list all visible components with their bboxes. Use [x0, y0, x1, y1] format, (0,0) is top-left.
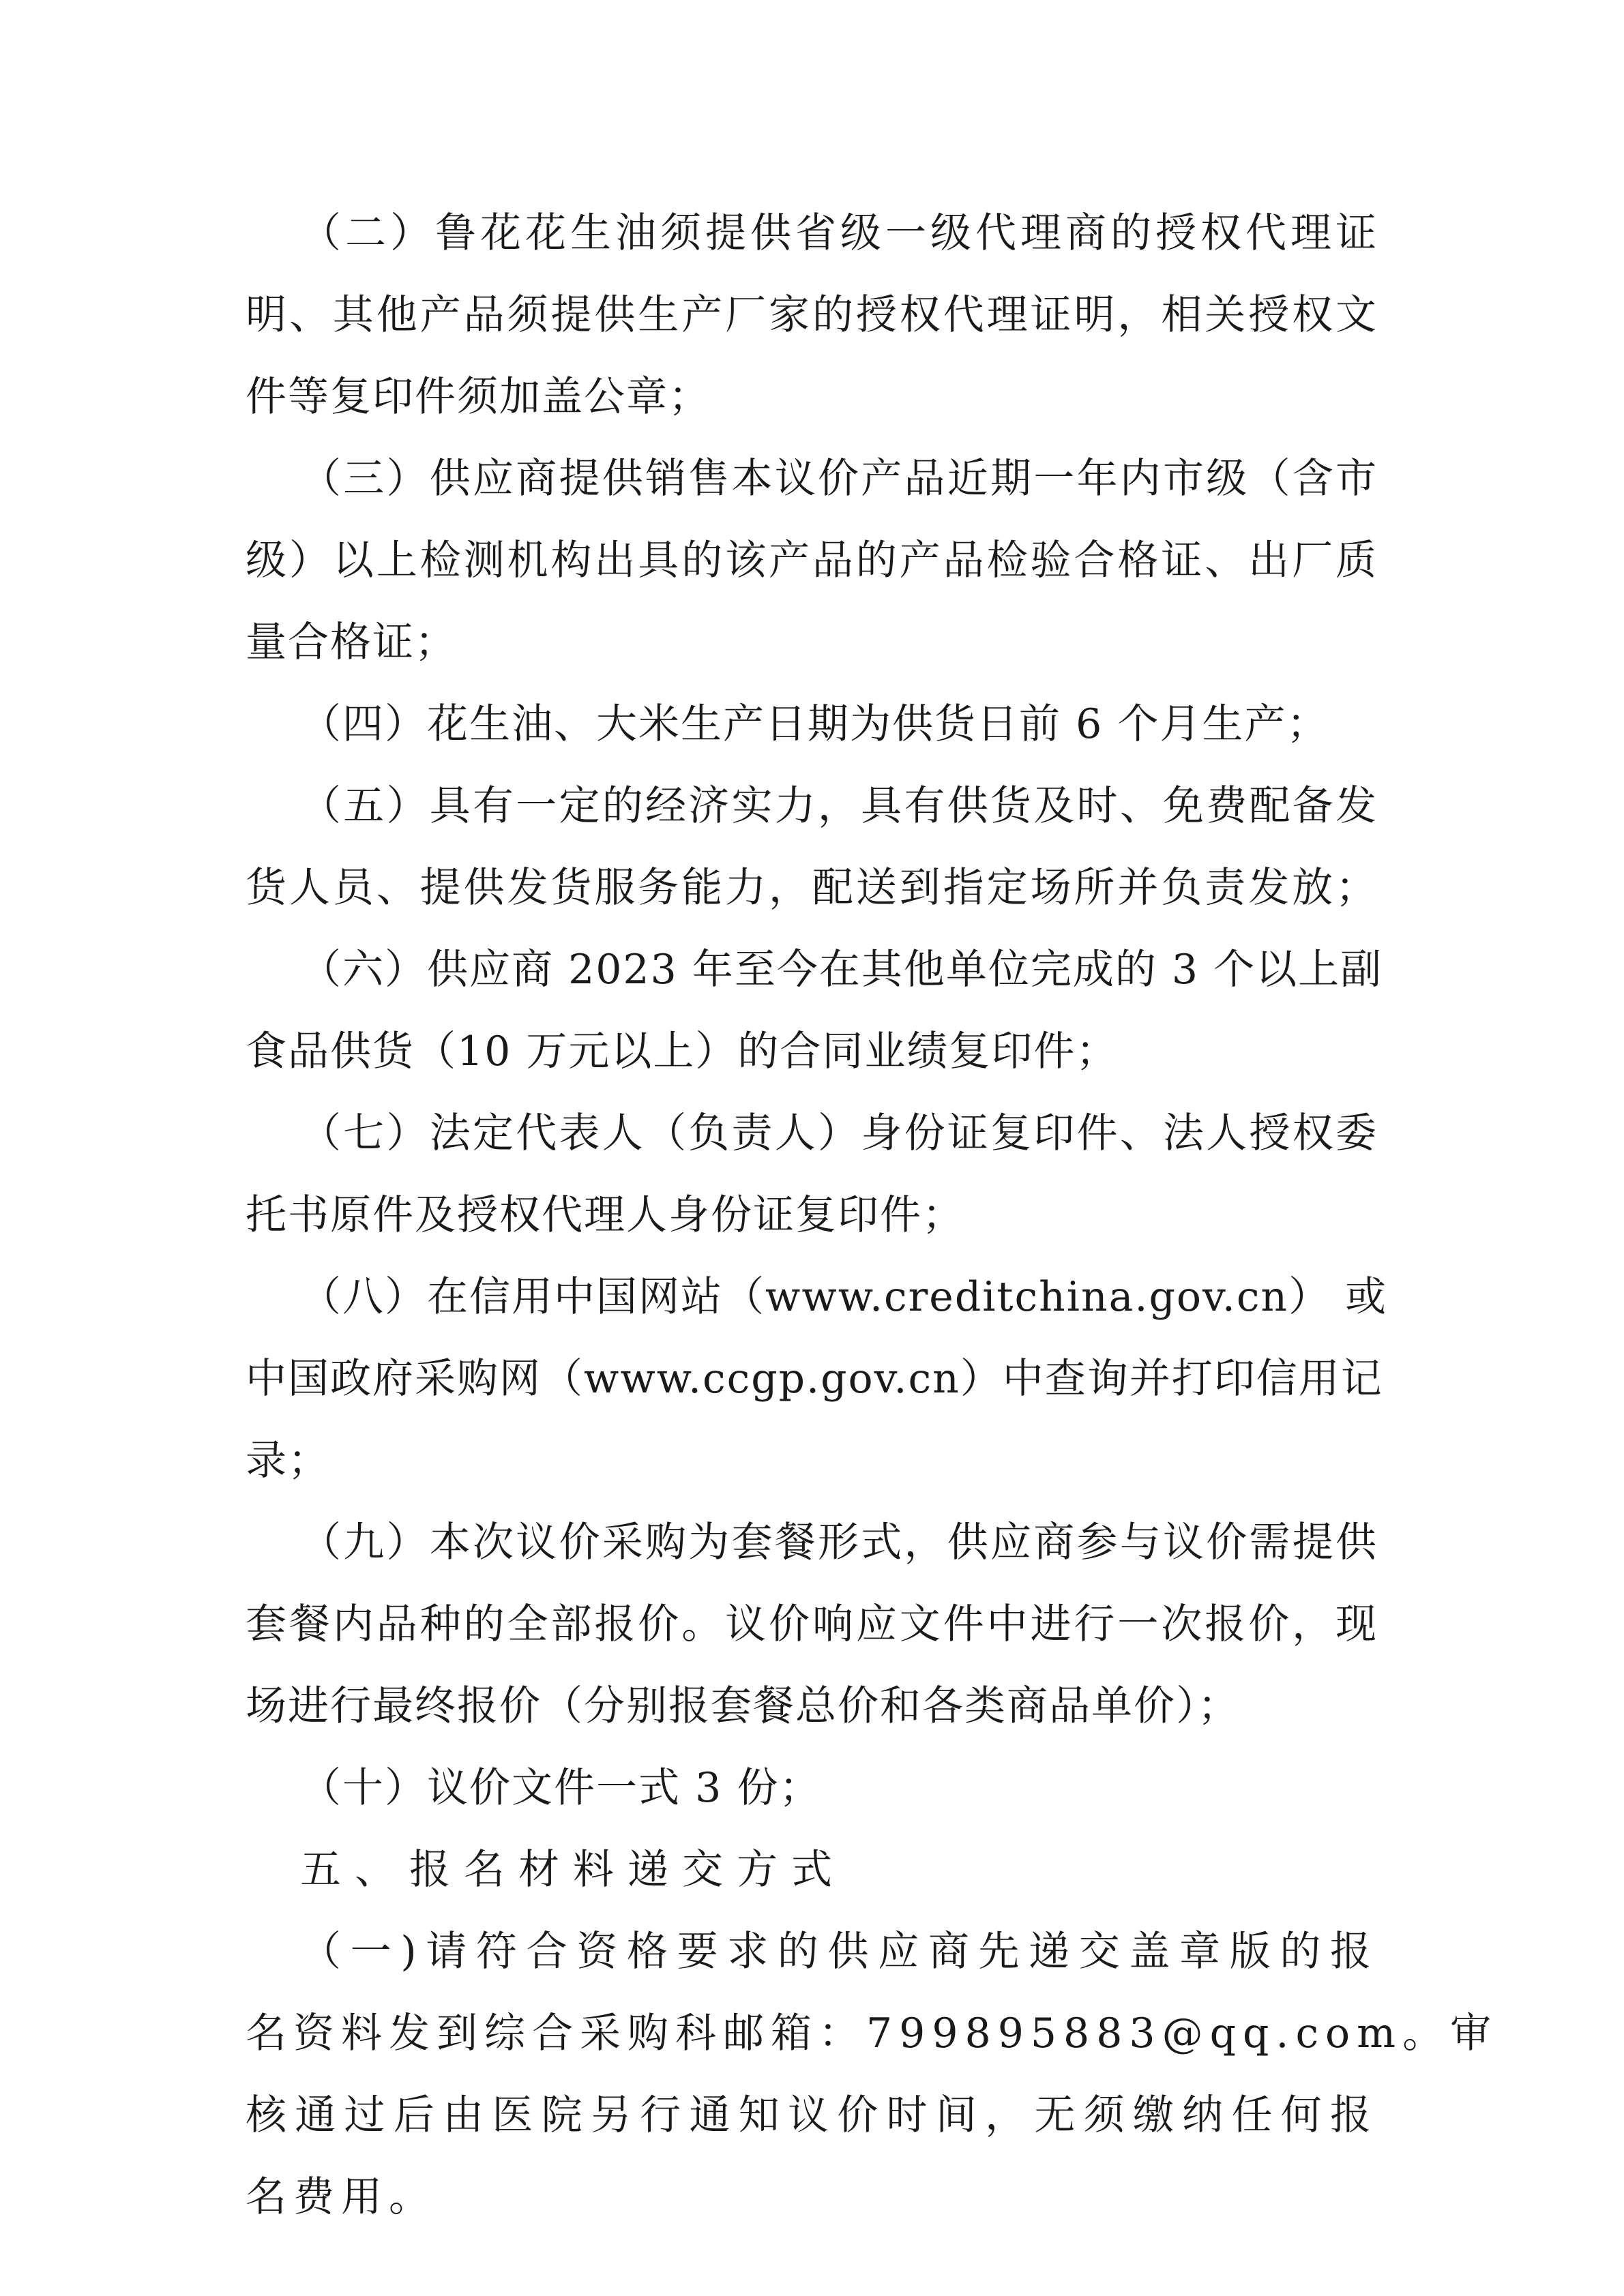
paragraph-5-line-2: 货人员、提供发货服务能力，配送到指定场所并负责发放； — [246, 864, 1378, 912]
paragraph-10-line-1: （十）议价文件一式 3 份； — [300, 1764, 822, 1812]
paragraph-9-line-1: （九）本次议价采购为套餐形式，供应商参与议价需提供 — [300, 1519, 1378, 1566]
paragraph-8-line-2: 中国政府采购网（www.ccgp.gov.cn）中查询并打印信用记 — [246, 1355, 1383, 1403]
section-paragraph-line-1: （一)请符合资格要求的供应商先递交盖章版的报 — [300, 1928, 1378, 1976]
paragraph-8-line-3: 录； — [246, 1437, 330, 1485]
paragraph-2-line-3: 件等复印件须加盖公章； — [246, 373, 711, 421]
section-paragraph-line-4: 名费用。 — [246, 2173, 437, 2221]
paragraph-7-line-2: 托书原件及授权代理人身份证复印件； — [246, 1191, 964, 1239]
paragraph-4-line-1: （四）花生油、大米生产日期为供货日前 6 个月生产； — [300, 700, 1329, 748]
section-heading: 五、报名材料递交方式 — [300, 1846, 846, 1894]
paragraph-2-line-2: 明、其他产品须提供生产厂家的授权代理证明，相关授权文 — [246, 291, 1378, 339]
paragraph-6-line-2: 食品供货（10 万元以上）的合同业绩复印件； — [246, 1028, 1119, 1075]
paragraph-2-line-1: （二）鲁花花生油须提供省级一级代理商的授权代理证 — [300, 209, 1378, 257]
paragraph-9-line-3: 场进行最终报价（分别报套餐总价和各类商品单价）； — [246, 1682, 1240, 1730]
section-paragraph-line-2: 名资料发到综合采购科邮箱：799895883@qq.com。审 — [246, 2010, 1498, 2057]
paragraph-3-line-2: 级）以上检测机构出具的该产品的产品检验合格证、出厂质 — [246, 537, 1378, 584]
paragraph-9-line-2: 套餐内品种的全部报价。议价响应文件中进行一次报价，现 — [246, 1600, 1378, 1648]
paragraph-7-line-1: （七）法定代表人（负责人）身份证复印件、法人授权委 — [300, 1109, 1378, 1157]
paragraph-5-line-1: （五）具有一定的经济实力，具有供货及时、免费配备发 — [300, 782, 1378, 830]
paragraph-8-line-1: （八）在信用中国网站（www.creditchina.gov.cn） 或 — [300, 1273, 1388, 1321]
section-paragraph-line-3: 核通过后由医院另行通知议价时间，无须缴纳任何报 — [246, 2091, 1378, 2139]
paragraph-3-line-3: 量合格证； — [246, 618, 457, 666]
paragraph-6-line-1: （六）供应商 2023 年至今在其他单位完成的 3 个以上副 — [300, 946, 1383, 994]
paragraph-3-line-1: （三）供应商提供销售本议价产品近期一年内市级（含市 — [300, 455, 1378, 503]
